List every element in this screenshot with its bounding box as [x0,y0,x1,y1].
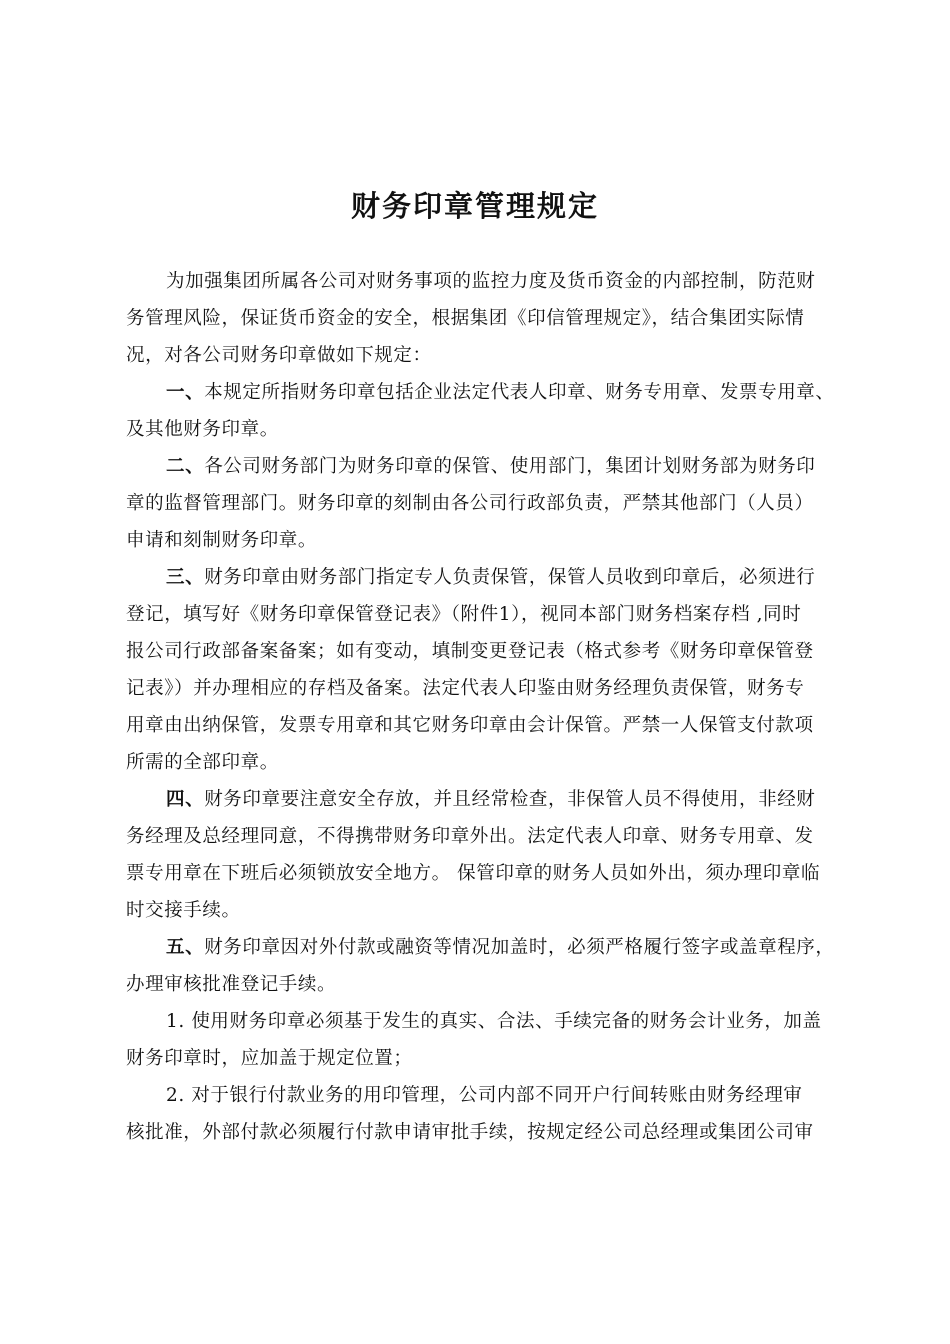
body-line [126,491,814,517]
body-line [166,935,835,961]
section-number: 四、 [166,789,205,810]
section-number: 二、 [166,456,205,477]
line-text: 1. 使用财务印章必须基于发生的真实、合法、手续完备的财务会计业务，加盖 [166,1011,822,1032]
body-line [166,565,815,591]
body-line [126,750,279,776]
line-text: 记表》）并办理相应的存档及备案。法定代表人印鉴由财务经理负责保管，财务专 [126,678,805,699]
line-text: 各公司财务部门为财务印章的保管、使用部门，集团计划财务部为财务印 [204,456,816,477]
body-line [126,676,804,702]
line-text: 财务印章要注意安全存放，并且经常检查，非保管人员不得使用，非经财 [204,789,816,810]
body-line [126,602,801,628]
body-line [126,343,432,369]
line-text: 核批准，外部付款必须履行付款申请审批手续，按规定经公司总经理或集团公司审 [126,1122,814,1143]
body-line [166,1083,803,1109]
line-text: 票专用章在下班后必须锁放安全地方。 保管印章的财务人员如外出，须办理印章临 [126,863,821,884]
body-line [126,824,814,850]
line-text: 报公司行政部备案备案；如有变动，填制变更登记表（格式参考《财务印章保管登 [126,641,814,662]
line-text: 本规定所指财务印章包括企业法定代表人印章、财务专用章、发票专用章、 [204,382,835,403]
line-text: 及其他财务印章。 [126,419,279,440]
body-line [166,787,815,813]
line-text: 登记，填写好《财务印章保管登记表》（附件1），视同本部门财务档案存档 ,同时 [126,604,802,625]
line-text: 况，对各公司财务印章做如下规定： [126,345,432,366]
body-line [126,1046,413,1072]
body-line [126,972,336,998]
line-text: 务经理及总经理同意，不得携带财务印章外出。法定代表人印章、财务专用章、发 [126,826,814,847]
line-text: 财务印章因对外付款或融资等情况加盖时，必须严格履行签字或盖章程序， [204,937,835,958]
body-line [166,380,835,406]
section-number: 一、 [166,382,205,403]
body-line [166,269,815,295]
line-text: 为加强集团所属各公司对财务事项的监控力度及货币资金的内部控制，防范财 [166,271,816,292]
body-line [126,639,814,665]
body-line [126,306,804,332]
body-line [126,861,820,887]
body-line [126,1120,814,1146]
section-number: 五、 [166,937,205,958]
line-text: 所需的全部印章。 [126,752,279,773]
line-text: 财务印章由财务部门指定专人负责保管，保管人员收到印章后，必须进行 [204,567,816,588]
line-text: 申请和刻制财务印章。 [126,530,318,551]
body-line [126,898,241,924]
line-text: 用章由出纳保管，发票专用章和其它财务印章由会计保管。严禁一人保管支付款项 [126,715,814,736]
line-text: 财务印章时，应加盖于规定位置； [126,1048,413,1069]
body-line [166,1009,822,1035]
line-text: 办理审核批准登记手续。 [126,974,337,995]
body-line [126,713,814,739]
body-line [126,417,279,443]
section-number: 三、 [166,567,205,588]
body-line [166,454,815,480]
line-text: 2. 对于银行付款业务的用印管理，公司内部不同开户行间转账由财务经理审 [166,1085,803,1106]
document-title: 财务印章管理规定 [350,189,599,223]
line-text: 务管理风险，保证货币资金的安全，根据集团《印信管理规定》，结合集团实际情 [126,308,805,329]
line-text: 时交接手续。 [126,900,241,921]
line-text: 章的监督管理部门。财务印章的刻制由各公司行政部负责，严禁其他部门（人员） [126,493,814,514]
body-line [126,528,317,554]
